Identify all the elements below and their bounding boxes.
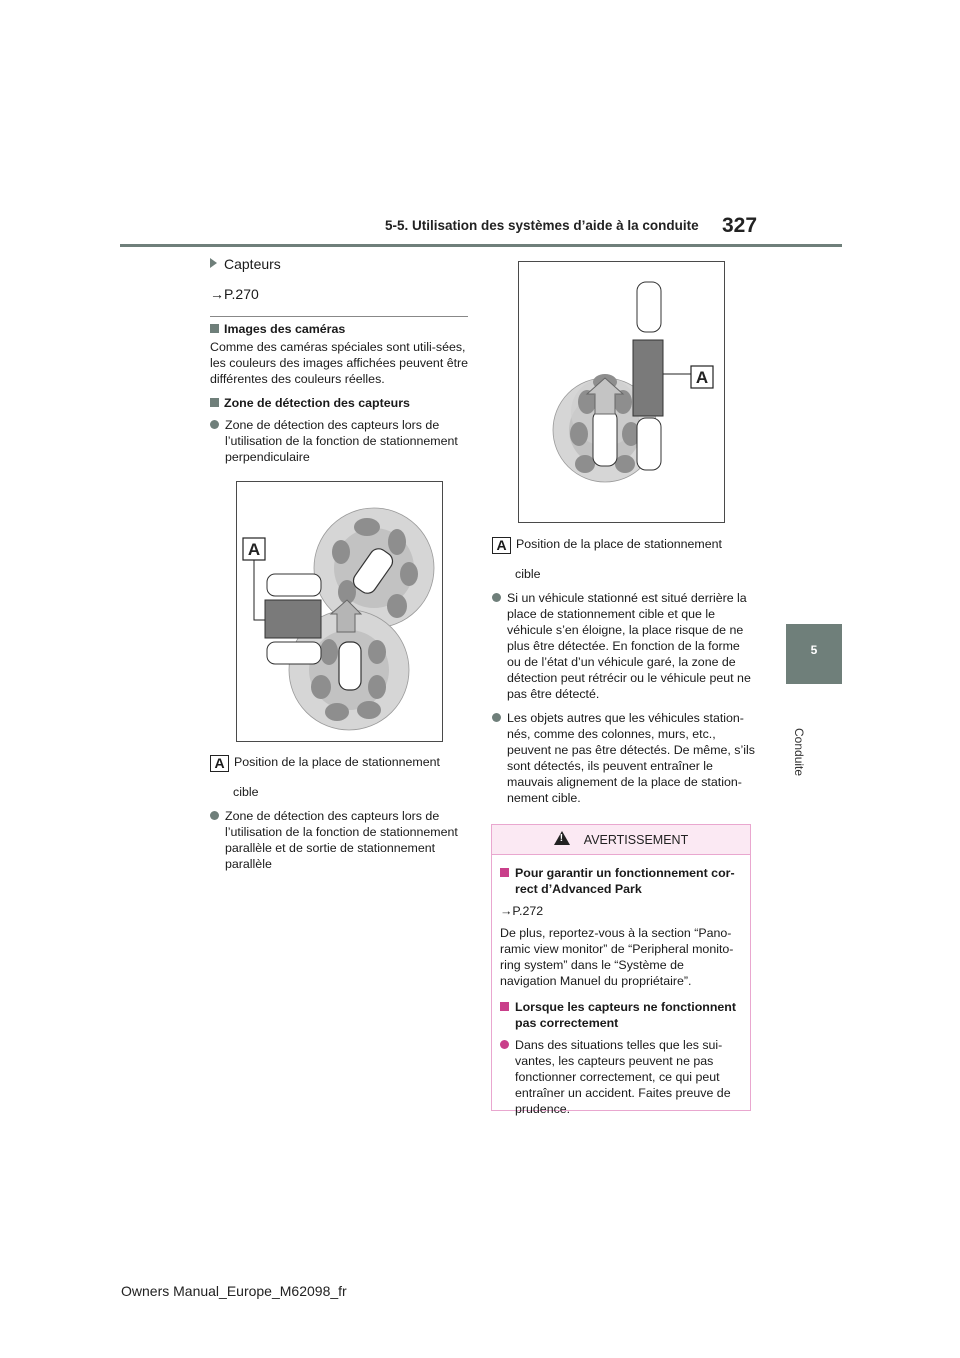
warning-header	[492, 825, 750, 855]
round-bullet-icon	[210, 811, 219, 820]
capteurs-heading: Capteurs	[210, 256, 468, 272]
zone-heading: Zone de détection des capteurs	[210, 395, 472, 411]
warning-item1-heading: Pour garantir un fonctionnement cor-rect d’Advanced Park	[500, 865, 742, 897]
warning-item2-bullet: Dans des situations telles que les sui-vantes, les capteurs peuvent ne pas fonctionner correctement, ce qui peut entraîner un accident. Faites preuve de prudence.	[500, 1037, 742, 1117]
warning-triangle-icon: !	[554, 831, 570, 845]
zone-par-bullet-block	[210, 808, 472, 872]
zone-par-bullet: Zone de détection des capteurs lors de l’utilisation de la fonction de stationnement parallèle et de sortie de stationnement parallèle	[210, 808, 472, 872]
square-bullet-icon	[500, 1002, 509, 1011]
images-heading: Images des caméras	[210, 321, 472, 337]
right-bullets	[492, 590, 756, 806]
figure-perpendicular-parking	[236, 481, 443, 742]
caption1-text: Position de la place de stationnement	[234, 755, 440, 769]
round-bullet-icon	[492, 713, 501, 722]
warning-title: AVERTISSEMENT	[583, 833, 689, 847]
chapter-number: 5	[810, 643, 818, 657]
warning-item1-text: De plus, reportez-vous à la section “Pano-ramic view monitor” de “Peripheral monito-ring system” dans le “Système de navigation Manuel du propriétaire”.	[500, 926, 734, 988]
left-notes	[210, 321, 472, 465]
round-bullet-icon	[500, 1040, 509, 1049]
round-bullet-icon	[492, 593, 501, 602]
square-bullet-icon	[210, 398, 219, 407]
square-bullet-icon	[500, 868, 509, 877]
figure1-callout-label: A	[247, 540, 261, 559]
left-column	[210, 256, 468, 302]
divider	[210, 316, 468, 317]
chapter-label: Conduite	[792, 728, 806, 777]
caption2-letter: A	[492, 537, 511, 554]
square-bullet-icon	[210, 324, 219, 333]
warning-body	[492, 855, 750, 1117]
caption2-cont: cible	[515, 567, 541, 581]
round-bullet-icon	[210, 420, 219, 429]
caption2	[492, 536, 754, 582]
warning-item1-ref: →P.272	[500, 904, 544, 918]
caption1	[210, 754, 472, 800]
header-rule	[120, 244, 842, 247]
figure2-callout-label: A	[695, 368, 709, 387]
zone-perp-bullet: Zone de détection des capteurs lors de l’utilisation de la fonction de stationnement perpendiculaire	[210, 417, 472, 465]
warning-box	[491, 824, 751, 1116]
caption1-cont: cible	[233, 785, 259, 799]
right-bullet-1: Si un véhicule stationné est situé derrière la place de stationnement cible et que le véhicule s’en éloigne, la place risque de ne plus être détectée. En fonction de la forme ou de l’état d’un véhicule garé, la zone de détection peut rétrécir ou le véhicule peut ne pas être détecté.	[492, 590, 756, 702]
capteurs-ref: →P.270	[210, 286, 259, 302]
footer-text: Owners Manual_Europe_M62098_fr	[121, 1283, 347, 1299]
warning-item2-heading: Lorsque les capteurs ne fonctionnent pas correctement	[500, 999, 742, 1031]
figure-parallel-parking	[518, 261, 725, 523]
caption2-text: Position de la place de stationnement	[516, 537, 722, 551]
right-bullet-2: Les objets autres que les véhicules station-nés, comme des colonnes, murs, etc., peuvent ne pas être détectés. De même, s’ils sont détectés, ils peuvent entraîner le mauvais alignement de la place de station-nement cible.	[492, 710, 756, 806]
page-number: 327	[722, 214, 758, 237]
parallel-detection-diagram	[519, 262, 724, 522]
images-text: Comme des caméras spéciales sont utili-sées, les couleurs des images affichées peuvent être différentes des couleurs réelles.	[210, 340, 469, 386]
section-title: 5-5. Utilisation des systèmes d’aide à la conduite	[385, 218, 699, 233]
perpendicular-detection-diagram	[237, 482, 442, 741]
triangle-bullet-icon	[210, 258, 217, 268]
caption1-letter: A	[210, 755, 229, 772]
chapter-tab	[786, 624, 842, 684]
